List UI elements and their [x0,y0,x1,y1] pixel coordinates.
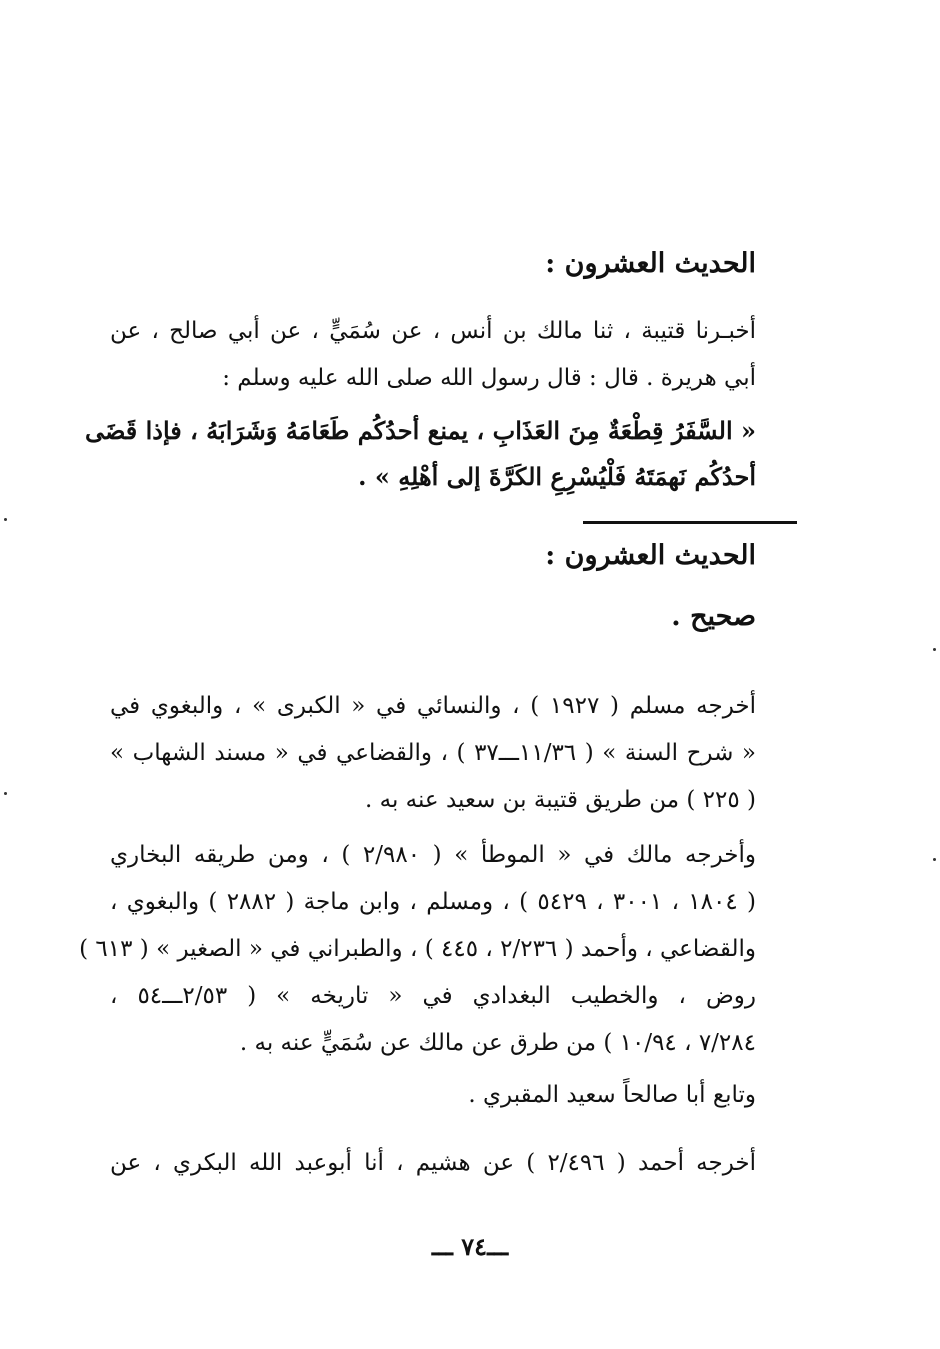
paragraph-line: « شرح السنة » ( ١١/٣٦ـــ٣٧ ) ، والقضاعي في « مسند الشهاب » [110,740,756,766]
scan-speck [933,648,936,651]
takhrij-paragraph-3 [110,1072,756,1119]
takhrij-paragraph-2 [79,832,756,1067]
scan-speck [933,858,936,861]
paragraph-line: أخرجه أحمد ( ٢/٤٩٦ ) عن هشيم ، أنا أبوعبد الله البكري ، عن [110,1150,756,1176]
takhrij-heading: الحديث العشرون : [545,540,756,571]
page-number: ـــ٧٤ ـــ [431,1232,509,1261]
paragraph-line: ( ١٨٠٤ ، ٣٠٠١ ، ٥٤٢٩ ) ، ومسلم ، وابن ماجة ( ٢٨٨٢ ) والبغوي ، [110,889,756,915]
isnad-line-2: أبي هريرة . قال : قال رسول الله صلى الله عليه وسلم : [222,365,756,391]
matn-line-1: « السَّفَرُ قِطْعَةٌ مِنَ العَذَابِ ، يمنع أحدُكُم طَعَامَهُ وَشَرَابَهُ ، فإذا قَضَى [84,416,756,445]
matn-line-2: أحدُكُم نَهمَتَهُ فَلْيُسْرِعِ الكَرَّةَ إلى أهْلِهِ » . [358,462,756,491]
paragraph-line: ٧/٢٨٤ ، ١٠/٩٤ ) من طرق عن مالك عن سُمَيٍّ عنه به . [239,1030,756,1056]
isnad-paragraph [110,308,756,402]
paragraph-line: أخرجه مسلم ( ١٩٢٧ ) ، والنسائي في « الكبرى » ، والبغوي في [110,693,756,719]
takhrij-paragraph-1 [110,683,756,824]
isnad-line-1: أخبـرنا قتيبة ، ثنا مالك بن أنس ، عن سُمَيٍّ ، عن أبي صالح ، عن [110,318,756,344]
paragraph-line: والقضاعي ، وأحمد ( ٢/٢٣٦ ، ٤٤٥ ) ، والطبراني في « الصغير » ( ٦١٣ ) [79,936,756,962]
hadith-heading: الحديث العشرون : [545,248,756,279]
paragraph-line: وأخرجه مالك في « الموطأ » ( ٢/٩٨٠ ) ، ومن طريقه البخاري [110,842,756,868]
matn-paragraph [84,408,756,500]
takhrij-paragraph-4 [110,1140,756,1187]
scan-speck [4,518,7,521]
paragraph-line: ( ٢٢٥ ) من طريق قتيبة بن سعيد عنه به . [364,787,756,813]
section-divider [583,521,797,524]
paragraph-line: روض ، والخطيب البغدادي في « تاريخه » ( ٢/٥٣ـــ٥٤ ، [110,983,756,1009]
hadith-grade: صحيح . [671,601,756,632]
paragraph-line: وتابع أبا صالحاً سعيد المقبري . [468,1082,756,1108]
scan-speck [4,792,7,795]
